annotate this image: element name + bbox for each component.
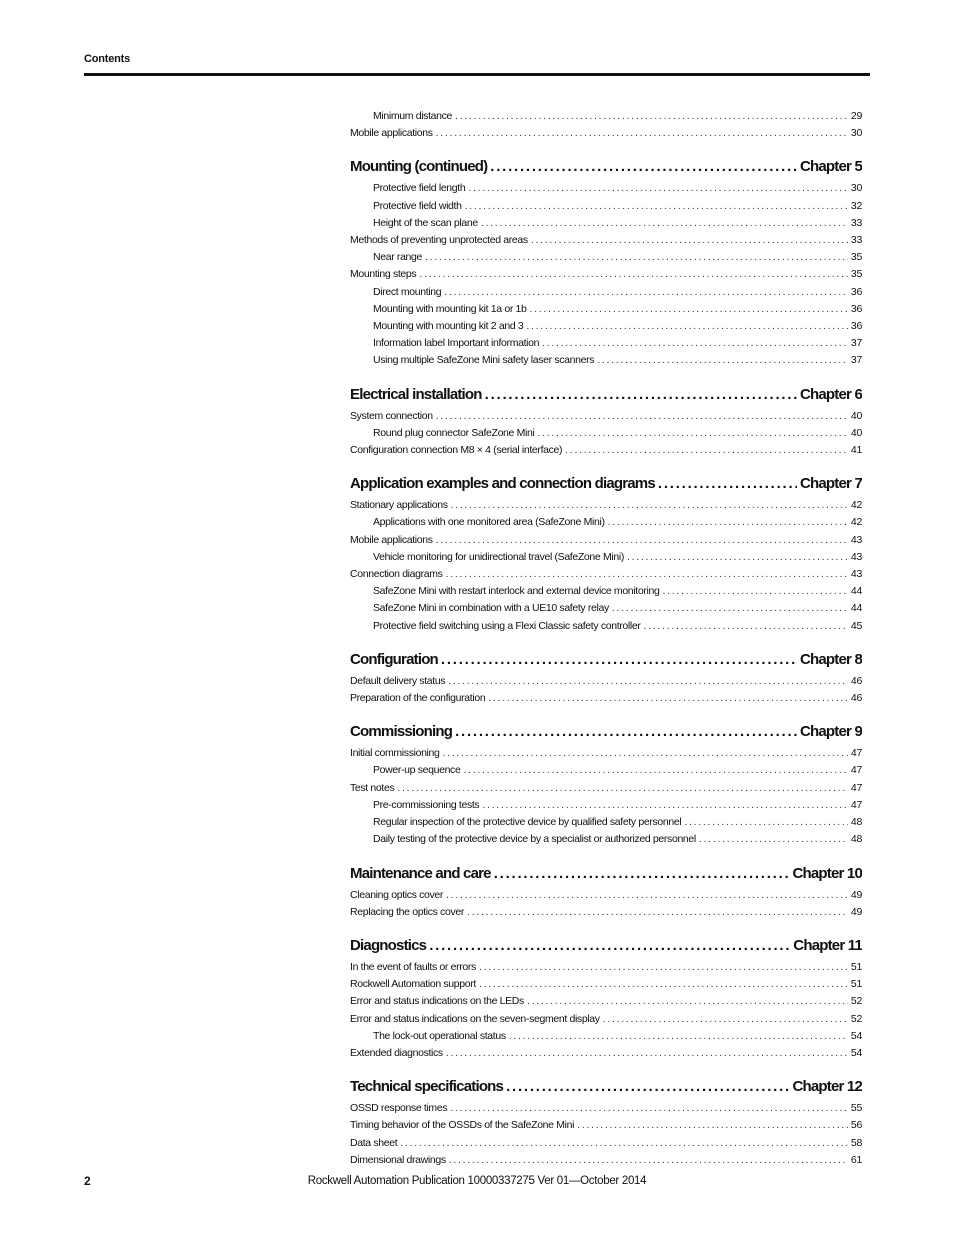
dot-leader bbox=[446, 1045, 848, 1062]
entry-title: Protective field width bbox=[373, 199, 462, 212]
entry-title: Connection diagrams bbox=[350, 568, 443, 581]
entry-page: 43 bbox=[850, 568, 862, 581]
entry-title: Timing behavior of the OSSDs of the SafeZone Mini bbox=[350, 1119, 575, 1132]
chapter-number: Chapter 7 bbox=[800, 475, 862, 493]
entry-page: 43 bbox=[850, 533, 862, 546]
toc-entry[interactable] bbox=[350, 1028, 862, 1045]
entry-page: 54 bbox=[850, 1046, 862, 1059]
entry-page: 49 bbox=[850, 888, 862, 901]
entry-page: 47 bbox=[850, 781, 862, 794]
toc-entry[interactable] bbox=[350, 814, 862, 831]
entry-page: 56 bbox=[850, 1119, 862, 1132]
table-of-contents bbox=[350, 108, 862, 1169]
dot-leader bbox=[468, 180, 848, 197]
toc-chapter-heading[interactable] bbox=[350, 649, 862, 671]
toc-section bbox=[350, 721, 862, 848]
dot-leader bbox=[612, 600, 848, 617]
chapter-number: Chapter 10 bbox=[792, 864, 862, 882]
entry-page: 33 bbox=[850, 216, 862, 229]
toc-chapter-heading[interactable] bbox=[350, 1076, 862, 1098]
entry-page: 37 bbox=[850, 354, 862, 367]
chapter-number: Chapter 5 bbox=[800, 158, 862, 176]
entry-page: 36 bbox=[850, 302, 862, 315]
dot-leader bbox=[565, 442, 848, 459]
dot-leader bbox=[451, 497, 848, 514]
dot-leader bbox=[530, 301, 848, 318]
toc-chapter-heading[interactable] bbox=[350, 473, 862, 495]
entry-page: 36 bbox=[850, 285, 862, 298]
entry-page: 33 bbox=[850, 234, 862, 247]
toc-entry[interactable] bbox=[350, 514, 862, 531]
toc-section bbox=[350, 863, 862, 921]
toc-entry[interactable] bbox=[350, 1135, 862, 1152]
toc-entry[interactable] bbox=[350, 301, 862, 318]
toc-entry[interactable] bbox=[350, 497, 862, 514]
entry-page: 46 bbox=[850, 692, 862, 705]
chapter-number: Chapter 8 bbox=[800, 650, 862, 668]
dot-leader bbox=[446, 566, 848, 583]
chapter-title: Technical specifications bbox=[350, 1078, 504, 1096]
dot-leader bbox=[526, 318, 848, 335]
dot-leader bbox=[425, 249, 848, 266]
entry-page: 54 bbox=[850, 1029, 862, 1042]
toc-entry[interactable] bbox=[350, 108, 862, 125]
toc-entry[interactable] bbox=[350, 335, 862, 352]
dot-leader bbox=[542, 335, 848, 352]
toc-entry[interactable] bbox=[350, 831, 862, 848]
toc-entry[interactable] bbox=[350, 425, 862, 442]
chapter-number: Chapter 11 bbox=[793, 936, 862, 954]
dot-leader bbox=[443, 745, 848, 762]
entry-title: Error and status indications on the seven-segment display bbox=[350, 1012, 600, 1025]
entry-page: 52 bbox=[850, 995, 862, 1008]
chapter-title: Commissioning bbox=[350, 723, 453, 741]
entry-page: 40 bbox=[850, 426, 862, 439]
dot-leader bbox=[450, 1100, 848, 1117]
entry-title: Extended diagnostics bbox=[350, 1046, 443, 1059]
dot-leader bbox=[531, 232, 848, 249]
entry-title: Mounting with mounting kit 2 and 3 bbox=[373, 320, 524, 333]
entry-title: The lock-out operational status bbox=[373, 1029, 506, 1042]
chapter-number: Chapter 9 bbox=[800, 723, 862, 741]
entry-page: 51 bbox=[850, 978, 862, 991]
entry-title: Mounting with mounting kit 1a or 1b bbox=[373, 302, 527, 315]
entry-page: 51 bbox=[850, 960, 862, 973]
toc-entry[interactable] bbox=[350, 1011, 862, 1028]
dot-leader bbox=[479, 976, 848, 993]
dot-leader bbox=[509, 1028, 848, 1045]
dot-leader bbox=[455, 108, 848, 125]
entry-title: Cleaning optics cover bbox=[350, 888, 444, 901]
entry-page: 49 bbox=[850, 905, 862, 918]
dot-leader bbox=[627, 549, 848, 566]
entry-page: 48 bbox=[850, 833, 862, 846]
entry-page: 61 bbox=[850, 1153, 862, 1166]
toc-entry[interactable] bbox=[350, 180, 862, 197]
dot-leader bbox=[482, 797, 848, 814]
entry-title: In the event of faults or errors bbox=[350, 960, 476, 973]
dot-leader bbox=[448, 673, 848, 690]
dot-leader bbox=[658, 473, 797, 495]
entry-title: Mobile applications bbox=[350, 533, 433, 546]
entry-title: OSSD response times bbox=[350, 1102, 448, 1115]
entry-title: Regular inspection of the protective device by qualified safety personnel bbox=[373, 816, 682, 829]
toc-entry[interactable] bbox=[350, 690, 862, 707]
page-number: 2 bbox=[84, 1174, 91, 1188]
entry-title: Default delivery status bbox=[350, 674, 446, 687]
toc-entry[interactable] bbox=[350, 1100, 862, 1117]
entry-page: 40 bbox=[850, 409, 862, 422]
dot-leader bbox=[444, 284, 848, 301]
dot-leader bbox=[397, 780, 848, 797]
dot-leader bbox=[419, 266, 848, 283]
entry-title: Stationary applications bbox=[350, 499, 448, 512]
dot-leader bbox=[527, 993, 848, 1010]
toc-entry[interactable] bbox=[350, 976, 862, 993]
toc-entry[interactable] bbox=[350, 318, 862, 335]
toc-entry[interactable] bbox=[350, 600, 862, 617]
toc-section bbox=[350, 649, 862, 707]
toc-entry[interactable] bbox=[350, 780, 862, 797]
entry-title: Daily testing of the protective device by a specialist or authorized personnel bbox=[373, 833, 696, 846]
chapter-title: Application examples and connection diagrams bbox=[350, 475, 655, 493]
dot-leader bbox=[506, 1076, 789, 1098]
dot-leader bbox=[465, 198, 848, 215]
dot-leader bbox=[481, 215, 848, 232]
toc-entry[interactable] bbox=[350, 232, 862, 249]
dot-leader bbox=[485, 384, 797, 406]
entry-page: 43 bbox=[850, 550, 862, 563]
entry-page: 35 bbox=[850, 268, 862, 281]
dot-leader bbox=[436, 125, 848, 142]
toc-entry[interactable] bbox=[350, 549, 862, 566]
entry-title: Vehicle monitoring for unidirectional travel (SafeZone Mini) bbox=[373, 550, 624, 563]
entry-title: Preparation of the configuration bbox=[350, 692, 486, 705]
toc-entry[interactable] bbox=[350, 442, 862, 459]
entry-title: Initial commissioning bbox=[350, 747, 440, 760]
toc-entry[interactable] bbox=[350, 797, 862, 814]
toc-chapter-heading[interactable] bbox=[350, 863, 862, 885]
dot-leader bbox=[490, 156, 797, 178]
chapter-title: Electrical installation bbox=[350, 385, 482, 403]
header-rule bbox=[84, 73, 870, 76]
entry-page: 42 bbox=[850, 516, 862, 529]
entry-page: 55 bbox=[850, 1102, 862, 1115]
toc-chapter-heading[interactable] bbox=[350, 935, 862, 957]
entry-page: 29 bbox=[850, 110, 862, 122]
toc-section bbox=[350, 473, 862, 635]
entry-page: 37 bbox=[850, 337, 862, 350]
toc-entry[interactable] bbox=[350, 408, 862, 425]
entry-title: SafeZone Mini in combination with a UE10 safety relay bbox=[373, 602, 609, 615]
dot-leader bbox=[488, 690, 848, 707]
dot-leader bbox=[644, 618, 848, 635]
entry-title: Height of the scan plane bbox=[373, 216, 478, 229]
entry-title: Round plug connector SafeZone Mini bbox=[373, 426, 535, 439]
toc-section bbox=[350, 1076, 862, 1169]
entry-title: Configuration connection M8 × 4 (serial interface) bbox=[350, 444, 563, 457]
toc-entry[interactable] bbox=[350, 1117, 862, 1134]
entry-title: Test notes bbox=[350, 781, 395, 794]
entry-title: Replacing the optics cover bbox=[350, 905, 465, 918]
running-header: Contents bbox=[84, 53, 131, 65]
entry-page: 32 bbox=[850, 199, 862, 212]
toc-section bbox=[350, 156, 862, 369]
toc-entry[interactable] bbox=[350, 125, 862, 142]
chapter-title: Mounting (continued) bbox=[350, 158, 488, 176]
entry-page: 48 bbox=[850, 816, 862, 829]
entry-title: Methods of preventing unprotected areas bbox=[350, 234, 528, 247]
entry-title: Near range bbox=[373, 251, 423, 264]
toc-entry[interactable] bbox=[350, 583, 862, 600]
toc-entry[interactable] bbox=[350, 1152, 862, 1169]
entry-title: Mounting steps bbox=[350, 268, 417, 281]
toc-entry[interactable] bbox=[350, 745, 862, 762]
toc-section bbox=[350, 108, 862, 142]
entry-page: 46 bbox=[850, 674, 862, 687]
entry-page: 30 bbox=[850, 182, 862, 195]
entry-page: 47 bbox=[850, 747, 862, 760]
entry-title: Using multiple SafeZone Mini safety laser scanners bbox=[373, 354, 595, 367]
entry-page: 35 bbox=[850, 251, 862, 264]
dot-leader bbox=[446, 887, 848, 904]
toc-entry[interactable] bbox=[350, 352, 862, 369]
toc-section bbox=[350, 935, 862, 1062]
entry-page: 42 bbox=[850, 499, 862, 512]
toc-entry[interactable] bbox=[350, 887, 862, 904]
toc-entry[interactable] bbox=[350, 904, 862, 921]
dot-leader bbox=[436, 408, 848, 425]
dot-leader bbox=[449, 1152, 848, 1169]
entry-title: Mobile applications bbox=[350, 127, 433, 140]
toc-chapter-heading[interactable] bbox=[350, 384, 862, 406]
dot-leader bbox=[479, 959, 848, 976]
dot-leader bbox=[400, 1135, 848, 1152]
entry-page: 44 bbox=[850, 602, 862, 615]
entry-title: SafeZone Mini with restart interlock and external device monitoring bbox=[373, 585, 660, 598]
entry-title: Protective field switching using a Flexi Classic safety controller bbox=[373, 619, 641, 632]
entry-title: Rockwell Automation support bbox=[350, 978, 476, 991]
chapter-title: Configuration bbox=[350, 650, 438, 668]
toc-section bbox=[350, 384, 862, 460]
entry-title: Protective field length bbox=[373, 182, 466, 195]
toc-entry[interactable] bbox=[350, 566, 862, 583]
entry-title: Power-up sequence bbox=[373, 764, 461, 777]
dot-leader bbox=[436, 532, 848, 549]
entry-title: Pre-commissioning tests bbox=[373, 798, 480, 811]
dot-leader bbox=[684, 814, 848, 831]
toc-entry[interactable] bbox=[350, 993, 862, 1010]
entry-page: 41 bbox=[850, 444, 862, 457]
dot-leader bbox=[597, 352, 848, 369]
entry-title: Data sheet bbox=[350, 1136, 398, 1149]
toc-entry[interactable] bbox=[350, 762, 862, 779]
dot-leader bbox=[699, 831, 848, 848]
entry-page: 58 bbox=[850, 1136, 862, 1149]
chapter-number: Chapter 12 bbox=[792, 1078, 862, 1096]
toc-entry[interactable] bbox=[350, 532, 862, 549]
dot-leader bbox=[577, 1117, 848, 1134]
toc-entry[interactable] bbox=[350, 249, 862, 266]
toc-entry[interactable] bbox=[350, 618, 862, 635]
dot-leader bbox=[608, 514, 848, 531]
toc-entry[interactable] bbox=[350, 266, 862, 283]
publication-footer: Rockwell Automation Publication 10000337275 Ver 01—October 2014 bbox=[307, 1175, 647, 1187]
dot-leader bbox=[603, 1011, 848, 1028]
chapter-number: Chapter 6 bbox=[800, 385, 862, 403]
entry-title: Minimum distance bbox=[373, 110, 453, 122]
entry-page: 44 bbox=[850, 585, 862, 598]
dot-leader bbox=[429, 935, 790, 957]
toc-chapter-heading[interactable] bbox=[350, 156, 862, 178]
entry-title: Dimensional drawings bbox=[350, 1153, 446, 1166]
toc-entry[interactable] bbox=[350, 215, 862, 232]
entry-title: Error and status indications on the LEDs bbox=[350, 995, 524, 1008]
entry-page: 52 bbox=[850, 1012, 862, 1025]
toc-entry[interactable] bbox=[350, 284, 862, 301]
toc-chapter-heading[interactable] bbox=[350, 721, 862, 743]
toc-entry[interactable] bbox=[350, 198, 862, 215]
toc-entry[interactable] bbox=[350, 673, 862, 690]
entry-page: 45 bbox=[850, 619, 862, 632]
dot-leader bbox=[494, 863, 790, 885]
entry-page: 47 bbox=[850, 764, 862, 777]
entry-title: Applications with one monitored area (SafeZone Mini) bbox=[373, 516, 605, 529]
dot-leader bbox=[455, 721, 797, 743]
entry-title: Information label Important information bbox=[373, 337, 540, 350]
dot-leader bbox=[662, 583, 847, 600]
entry-page: 30 bbox=[850, 127, 862, 140]
toc-entry[interactable] bbox=[350, 1045, 862, 1062]
chapter-title: Maintenance and care bbox=[350, 864, 491, 882]
entry-title: Direct mounting bbox=[373, 285, 442, 298]
dot-leader bbox=[463, 762, 847, 779]
entry-title: System connection bbox=[350, 409, 433, 422]
toc-entry[interactable] bbox=[350, 959, 862, 976]
chapter-title: Diagnostics bbox=[350, 936, 427, 954]
entry-page: 36 bbox=[850, 320, 862, 333]
dot-leader bbox=[467, 904, 848, 921]
entry-page: 47 bbox=[850, 798, 862, 811]
dot-leader bbox=[441, 649, 797, 671]
dot-leader bbox=[537, 425, 847, 442]
